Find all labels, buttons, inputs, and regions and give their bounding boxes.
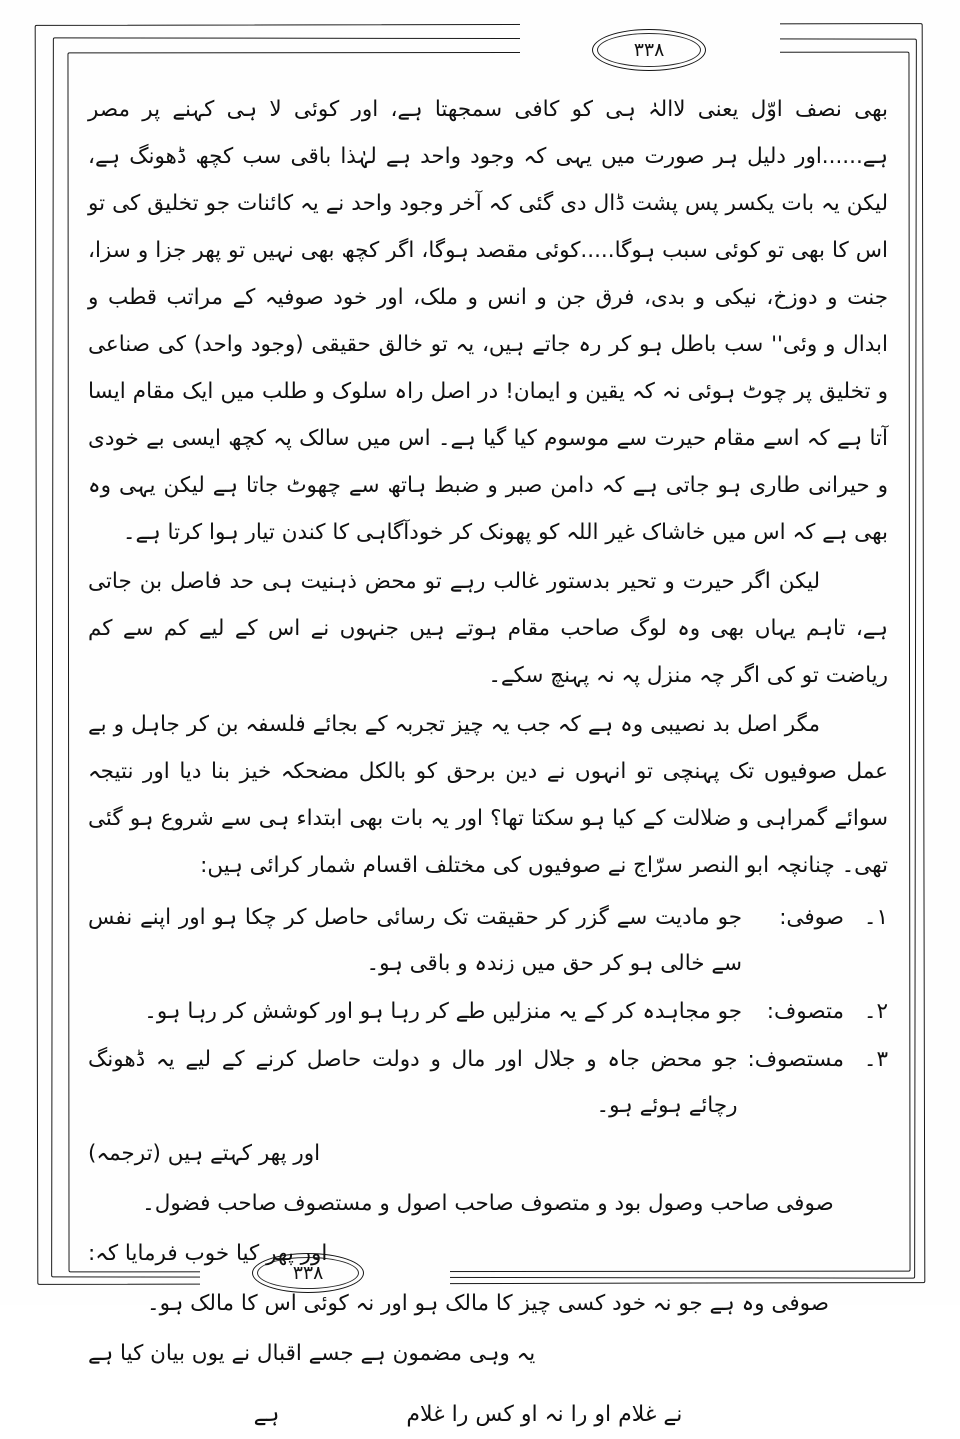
list-item <box>88 989 888 1035</box>
paragraph-2: لیکن اگر حیرت و تحیر بدستور غالب رہے تو محض ذہنیت ہی حد فاصل بن جاتی ہے، تاہم یہاں بھی وہ لوگ صاحب مقام ہوتے ہیں جنہوں نے اس کے لیے کم سے کم ریاضت تو کی اگر چہ منزل پہ نہ پہنچ سکے۔ <box>88 569 888 688</box>
list-item-term: متصوف: <box>766 999 844 1024</box>
iqbal-verse-text: نے غلام او را نہ او کس را غلام <box>406 1402 683 1427</box>
page-number-top-text: ۳۳۸ <box>633 39 665 61</box>
list-item-text: جو مجاہدہ کر کے یہ منزلیں طے کر رہا ہو اور کوشش کر رہا ہو۔ <box>144 999 742 1024</box>
iqbal-verse-tail: ہے <box>253 1402 280 1427</box>
list-item <box>88 1037 888 1129</box>
list-item-text: جو مادیت سے گزر کر حقیقت تک رسائی حاصل کر چکا ہو اور اپنے نفس سے خالی ہو کر حق میں زندہ و باقی ہو۔ <box>88 905 742 976</box>
sufi-types-list <box>88 895 888 1129</box>
list-item-number: ۱۔ <box>863 905 888 930</box>
list-item-text: جو محض جاہ و جلال اور مال و دولت حاصل کرنے کے لیے یہ ڈھونگ رچائے ہوئے ہو۔ <box>88 1047 738 1118</box>
lead-in-second-saying: اور پھر کیا خوب فرمایا کہ: <box>88 1241 328 1266</box>
quote-saraj-translation: صوفی صاحب وصول بود و متصوف صاحب اصول و مستصوف صاحب فضول۔ <box>142 1191 834 1216</box>
paragraph-3: مگر اصل بد نصیبی وہ ہے کہ جب یہ چیز تجربہ کے بجائے فلسفہ بن کر جاہل و بے عمل صوفیوں تک پہنچی تو انہوں نے دین برحق کو بالکل مضحکہ خیز بنا دیا اور نتیجہ سوائے گمراہی و ضلالت کے کیا ہو سکتا تھا؟ اور یہ بات بھی ابتداء ہی سے شروع ہو گئی تھی۔ چنانچہ ابو النصر سرّاج نے صوفیوں کی مختلف اقسام شمار کرائی ہیں: <box>88 712 888 878</box>
lead-in-iqbal: یہ وہی مضمون ہے جسے اقبال نے یوں بیان کیا ہے <box>88 1341 536 1366</box>
page-body <box>88 86 888 1439</box>
page-number-top <box>592 29 706 71</box>
iqbal-verse <box>88 1391 888 1439</box>
list-item-number: ۳۔ <box>863 1047 888 1072</box>
lead-in-translation: اور پھر کہتے ہیں (ترجمہ) <box>88 1141 321 1166</box>
page-number-bottom-text: ۳۳۸ <box>292 1262 324 1284</box>
quote-sufi-definition: صوفی وہ ہے جو نہ خود کسی چیز کا مالک ہو اور نہ کوئی اس کا مالک ہو۔ <box>147 1291 829 1316</box>
list-item-term: صوفی: <box>779 905 844 930</box>
list-item-term: مستصوف: <box>747 1047 844 1072</box>
list-item <box>88 895 888 987</box>
paragraph-1: بھی نصف اوّل یعنی لاالہٰ ہی کو کافی سمجھتا ہے، اور کوئی لا ہی کہنے پر مصر ہے......اور دلیل ہر صورت میں یہی کہ وجود واحد ہے لہٰذا باقی سب کچھ ڈھونگ ہے، لیکن یہ بات یکسر پس پشت ڈال دی گئی کہ آخر وجود واحد نے یہ کائنات جو تخلیق کی تو اس کا بھی تو کوئی سبب ہوگا.....کوئی مقصد ہوگا، اگر کچھ بھی نہیں تو پھر جزا و سزا، جنت و دوزخ، نیکی و بدی، فرق جن و انس و ملک، اور خود صوفیہ کے مراتب قطب و ابدال و وئی'' سب باطل ہو کر رہ جاتے ہیں، یہ تو خالق حقیقی (وجود واحد) کی صناعی و تخلیق پر چوٹ ہوئی نہ کہ یقین و ایمان! در اصل راہ سلوک و طلب میں ایک مقام ایسا آتا ہے کہ اسے مقام حیرت سے موسوم کیا گیا ہے۔ اس میں سالک پہ کچھ ایسی بے خودی و حیرانی طاری ہو جاتی ہے کہ دامن صبر و ضبط ہاتھ سے چھوٹ جاتا ہے لیکن یہی وہ بھی ہے کہ اس میں خاشاک غیر اللہ کو پھونک کر خودآگاہی کا کندن تیار ہوا کرتا ہے۔ <box>88 97 888 545</box>
list-item-number: ۲۔ <box>863 999 888 1024</box>
